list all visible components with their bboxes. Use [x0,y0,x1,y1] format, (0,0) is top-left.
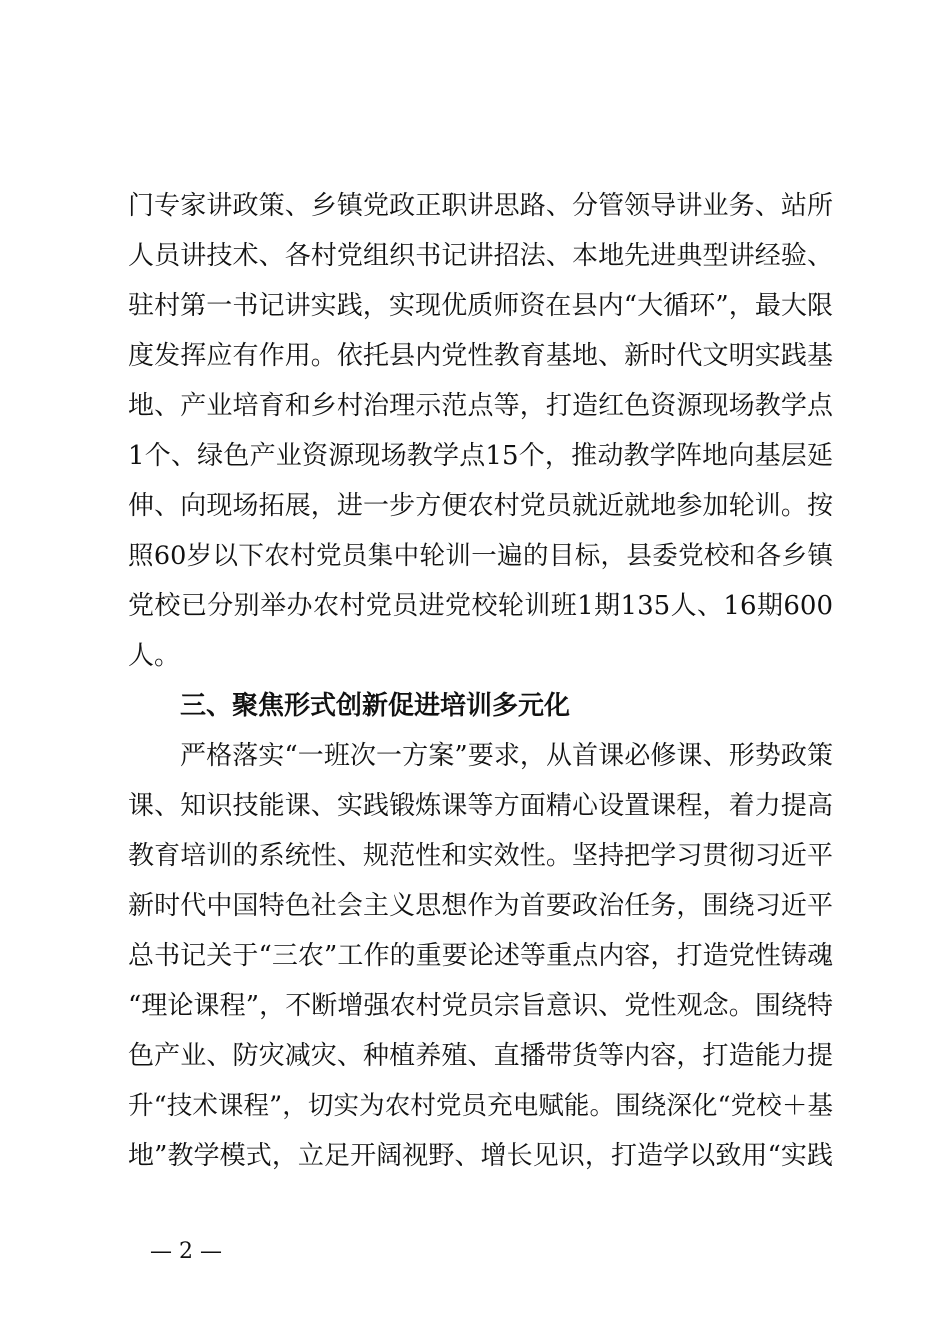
paragraph-2-line-4: 新时代中国特色社会主义思想作为首要政治任务，围绕习近平 [128,891,833,921]
paragraph-1-line-10: 人。 [128,641,181,671]
paragraph-2-line-1: 严格落实“一班次一方案”要求，从首课必修课、形势政策 [180,741,833,771]
paragraph-2-line-3: 教育培训的系统性、规范性和实效性。坚持把学习贯彻习近平 [128,841,833,871]
paragraph-1-line-7: 伸、向现场拓展，进一步方便农村党员就近就地参加轮训。按 [128,491,833,521]
paragraph-1-line-2: 人员讲技术、各村党组织书记讲招法、本地先进典型讲经验、 [128,241,833,271]
paragraph-1-line-3: 驻村第一书记讲实践，实现优质师资在县内“大循环”，最大限 [128,291,833,321]
paragraph-1-line-5: 地、产业培育和乡村治理示范点等，打造红色资源现场教学点 [128,391,833,421]
paragraph-1-line-1: 门专家讲政策、乡镇党政正职讲思路、分管领导讲业务、站所 [128,191,833,221]
paragraph-1-line-6: 1个、绿色产业资源现场教学点15个，推动教学阵地向基层延 [128,441,833,471]
paragraph-2-line-9: 地”教学模式，立足开阔视野、增长见识，打造学以致用“实践 [128,1141,833,1171]
paragraph-2-line-2: 课、知识技能课、实践锻炼课等方面精心设置课程，着力提高 [128,791,833,821]
paragraph-1-line-8: 照60岁以下农村党员集中轮训一遍的目标，县委党校和各乡镇 [128,541,833,571]
page-number: — 2 — [150,1239,222,1264]
paragraph-1-line-4: 度发挥应有作用。依托县内党性教育基地、新时代文明实践基 [128,341,833,371]
paragraph-2-line-7: 色产业、防灾减灾、种植养殖、直播带货等内容，打造能力提 [128,1041,833,1071]
section-heading: 三、聚焦形式创新促进培训多元化 [180,691,571,721]
paragraph-2-line-5: 总书记关于“三农”工作的重要论述等重点内容，打造党性铸魂 [128,941,833,971]
paragraph-1-line-9: 党校已分别举办农村党员进党校轮训班1期135人、16期600 [128,591,833,621]
paragraph-2-line-8: 升“技术课程”，切实为农村党员充电赋能。围绕深化“党校＋基 [128,1091,833,1121]
paragraph-2-line-6: “理论课程”，不断增强农村党员宗旨意识、党性观念。围绕特 [128,991,833,1021]
